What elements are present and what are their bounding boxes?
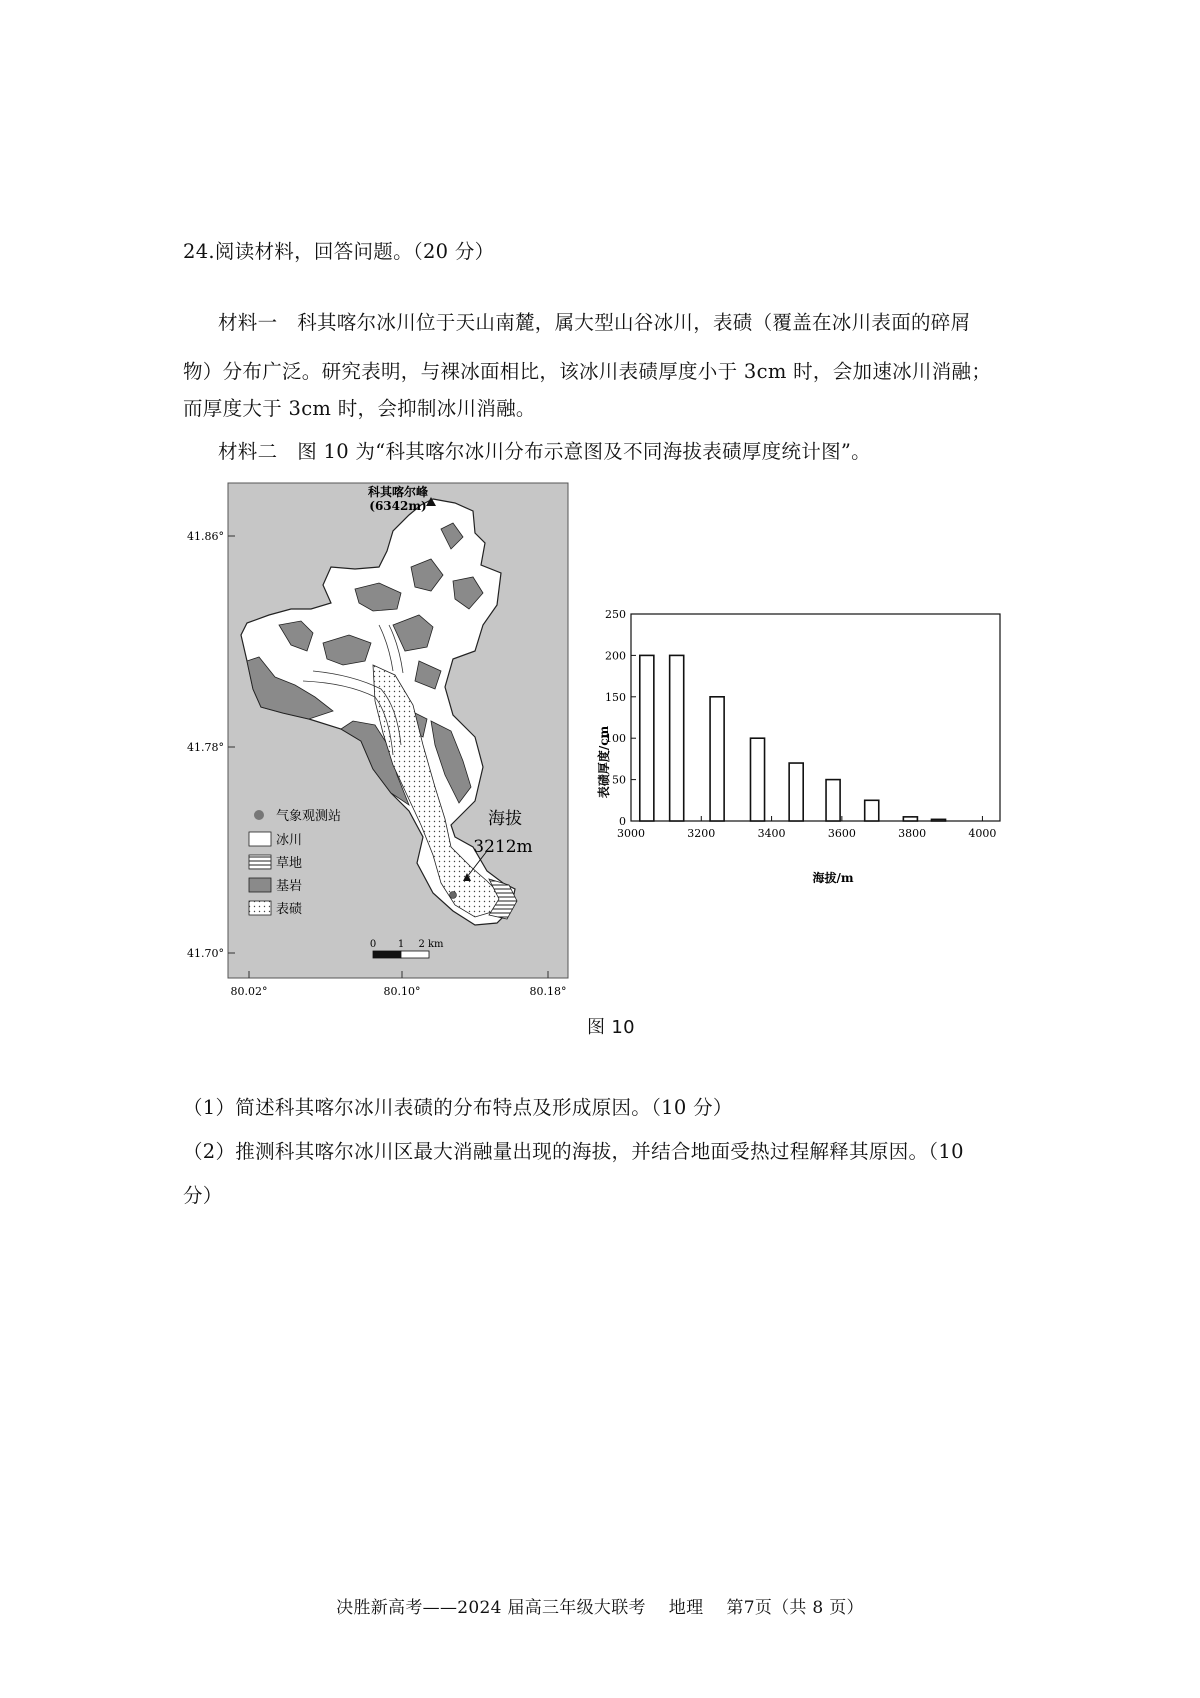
altitude-value: 3212m <box>473 837 533 857</box>
lat-label-3: 41.70° <box>187 947 224 960</box>
chart-bar <box>865 800 879 821</box>
chart-bar <box>670 655 684 821</box>
sub-question-2: （2）推测科其喀尔冰川区最大消融量出现的海拔，并结合地面受热过程解释其原因。（10 <box>183 1140 964 1163</box>
chart-bar <box>640 655 654 821</box>
chart-xlabel: 海拔/m <box>812 871 854 885</box>
lat-label-2: 41.78° <box>187 741 224 754</box>
scale-one: 1 <box>397 939 405 950</box>
weather-station-dot <box>450 892 457 899</box>
scale-zero: 0 <box>369 939 377 950</box>
lon-label-1: 80.02° <box>230 985 268 998</box>
y-tick-label: 0 <box>619 815 626 828</box>
chart-plot-frame <box>631 614 1000 821</box>
chart-bar <box>826 780 840 821</box>
thickness-chart <box>588 600 1048 900</box>
x-tick-label: 3600 <box>827 827 856 840</box>
y-tick-label: 100 <box>605 732 626 746</box>
legend-bedrock: 基岩 <box>276 879 303 894</box>
material-one-line-2: 物）分布广泛。研究表明，与裸冰面相比，该冰川表碛厚度小于 3cm 时，会加速冰川消融； <box>183 360 992 383</box>
x-tick-label: 3800 <box>898 827 927 840</box>
x-tick-label: 3000 <box>617 827 645 840</box>
legend-moraine: 表碛 <box>276 902 303 917</box>
x-tick-label: 4000 <box>968 827 997 840</box>
legend-glacier: 冰川 <box>276 833 303 848</box>
y-tick-label: 200 <box>605 649 626 663</box>
chart-bar <box>710 697 724 821</box>
y-tick-label: 250 <box>605 608 626 621</box>
peak-name: 科其喀尔峰 <box>367 485 429 499</box>
lat-label-1: 41.86° <box>187 530 224 543</box>
lon-label-2: 80.10° <box>383 985 421 998</box>
page-footer: 决胜新高考——2024 届高三年级大联考 地理 第7页（共 8 页） <box>336 1598 864 1618</box>
y-tick-label: 50 <box>612 773 626 787</box>
lon-label-3: 80.18° <box>529 985 567 998</box>
peak-elevation: (6342m) <box>369 499 427 513</box>
sub-question-1: （1）简述科其喀尔冰川表碛的分布特点及形成原因。（10 分） <box>183 1096 733 1119</box>
chart-ylabel: 表碛厚度/cm <box>597 725 611 799</box>
material-one-line-1: 材料一 科其喀尔冰川位于天山南麓，属大型山谷冰川，表碛（覆盖在冰川表面的碎屑 <box>218 311 971 334</box>
chart-bar <box>931 819 945 821</box>
glacier-map <box>183 475 583 1005</box>
legend-station: 气象观测站 <box>276 809 342 824</box>
material-two: 材料二 图 10 为“科其喀尔冰川分布示意图及不同海拔表碛厚度统计图”。 <box>218 440 871 463</box>
altitude-label: 海拔 <box>488 809 522 829</box>
x-tick-label: 3200 <box>687 827 716 840</box>
material-one-line-3: 而厚度大于 3cm 时，会抑制冰川消融。 <box>183 397 536 420</box>
chart-bar <box>750 738 764 821</box>
question-title: 24.阅读材料，回答问题。（20 分） <box>183 240 495 263</box>
figure-caption: 图 10 <box>587 1017 635 1038</box>
legend-grass: 草地 <box>276 856 303 871</box>
scale-two: 2 km <box>418 939 444 950</box>
chart-bar <box>903 817 917 821</box>
sub-question-2-continued: 分） <box>183 1184 223 1207</box>
chart-bar <box>789 763 803 821</box>
x-tick-label: 3400 <box>757 827 786 840</box>
y-tick-label: 150 <box>605 690 626 704</box>
